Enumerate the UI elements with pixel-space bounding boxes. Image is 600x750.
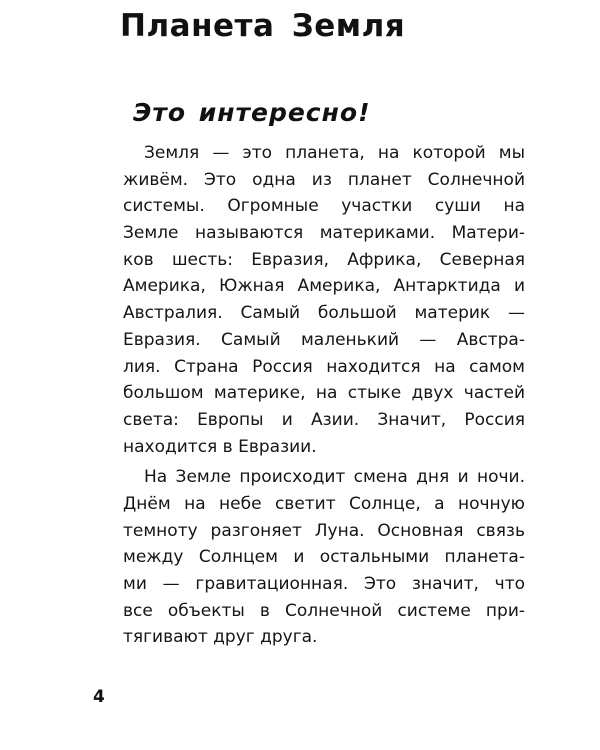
text-line: системы. Огромные участки суши на <box>123 196 525 217</box>
text-line: Земля — это планета, на которой мы <box>144 143 525 163</box>
text-line: Земле называются материками. Матери- <box>123 223 525 244</box>
text-line: Евразия. Самый маленький — Австра- <box>123 329 525 350</box>
text-line: большом материке, на стыке двух частей <box>123 383 525 404</box>
text-line: ми — гравитационная. Это значит, что <box>123 574 525 594</box>
paragraph-1 <box>123 140 525 460</box>
paragraph-2 <box>123 464 525 651</box>
text-line: На Земле происходит смена дня и ночи. <box>144 467 525 488</box>
text-line: света: Европы и Азии. Значит, Россия <box>123 409 525 430</box>
page-title: Планета Земля <box>120 8 406 44</box>
text-line: ков шесть: Евразия, Африка, Северная <box>123 249 525 270</box>
text-line: между Солнцем и остальными планета- <box>123 547 525 568</box>
text-line: тягивают друг друга. <box>123 627 318 648</box>
text-line: все объекты в Солнечной системе при- <box>123 600 525 621</box>
body-text <box>123 140 525 651</box>
text-line: темноту разгоняет Луна. Основная связь <box>123 520 525 541</box>
text-line: Днём на небе светит Солнце, а ночную <box>123 493 525 514</box>
section-heading: Это интересно! <box>133 98 371 127</box>
page-number: 4 <box>93 687 105 707</box>
text-line: Америка, Южная Америка, Антарктида и <box>123 276 525 297</box>
text-line: Австралия. Самый большой материк — <box>123 303 525 324</box>
text-line: находится в Евразии. <box>123 436 317 457</box>
text-line: живём. Это одна из планет Солнечной <box>123 169 525 190</box>
text-line: лия. Страна Россия находится на самом <box>123 356 525 377</box>
